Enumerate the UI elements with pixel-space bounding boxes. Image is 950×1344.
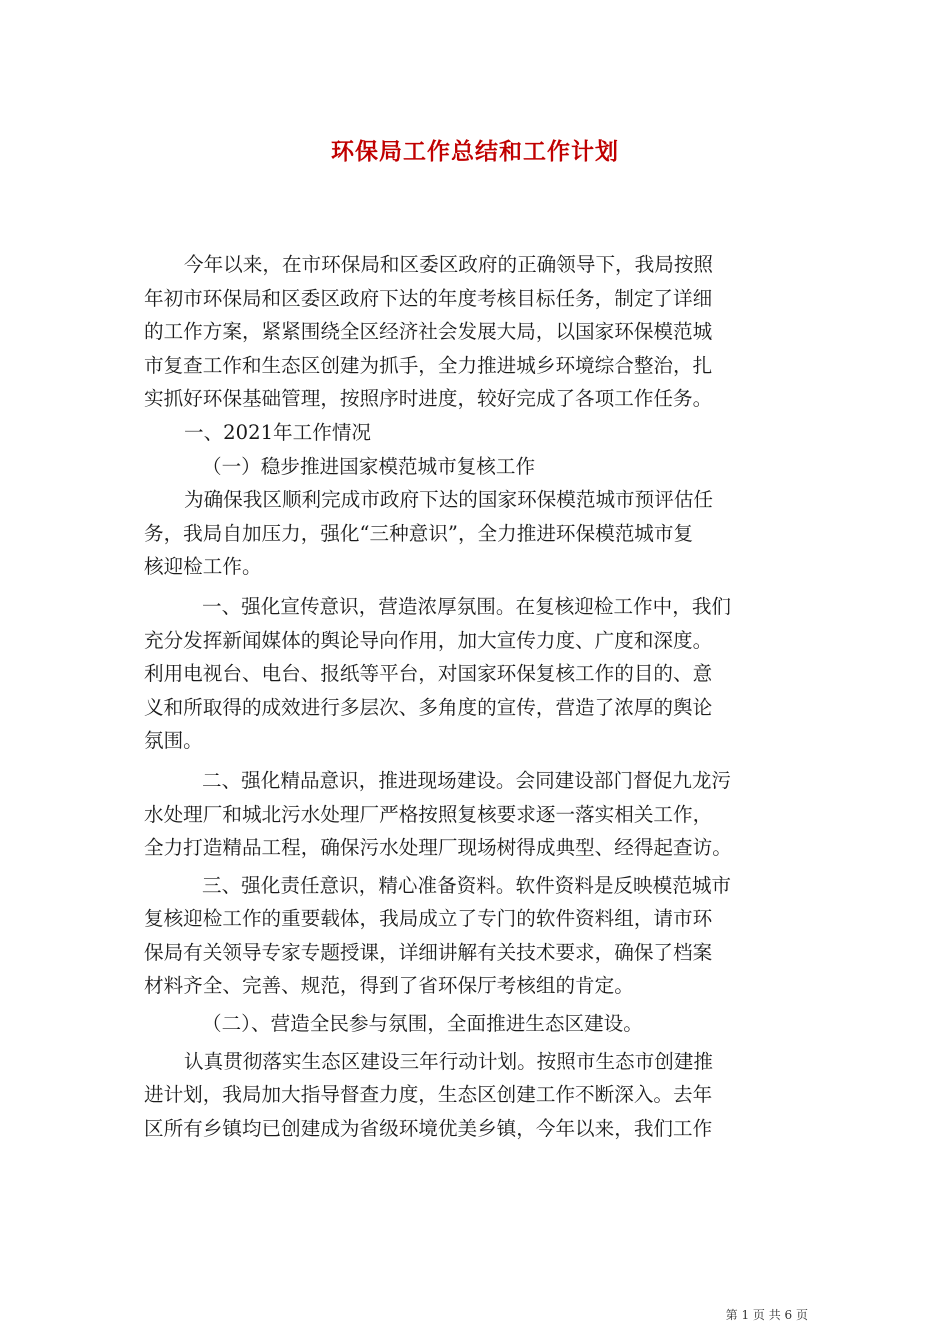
- document-body: [144, 248, 806, 1145]
- paragraph-line: 义和所取得的成效进行多层次、多角度的宣传，营造了浓厚的舆论: [144, 695, 713, 719]
- paragraph-line: 今年以来，在市环保局和区委区政府的正确领导下，我局按照: [184, 253, 714, 276]
- section-heading: 一、2021年工作情况: [184, 420, 372, 444]
- subsection-heading: （一）稳步推进国家模范城市复核工作: [202, 454, 536, 478]
- paragraph-line: 进计划，我局加大指导督查力度，生态区创建工作不断深入。去年: [144, 1083, 713, 1107]
- paragraph-line: 区所有乡镇均已创建成为省级环境优美乡镇，今年以来，我们工作: [144, 1116, 713, 1140]
- paragraph-line: 一、强化宣传意识，营造浓厚氛围。在复核迎检工作中，我们: [202, 594, 732, 618]
- page-number: 第 1 页 共 6 页: [725, 1308, 808, 1322]
- document-title: 环保局工作总结和工作计划: [331, 138, 619, 165]
- paragraph-line: 水处理厂和城北污水处理厂严格按照复核要求逐一落实相关工作，: [144, 802, 713, 826]
- paragraph-line: 材料齐全、完善、规范，得到了省环保厅考核组的肯定。: [144, 974, 634, 998]
- paragraph-line: 全力打造精品工程，确保污水处理厂现场树得成典型、经得起查访。: [144, 836, 732, 860]
- paragraph-line: 保局有关领导专家专题授课，详细讲解有关技术要求，确保了档案: [144, 940, 713, 964]
- paragraph-line: 氛围。: [144, 729, 203, 753]
- paragraph-line: 市复查工作和生态区创建为抓手，全力推进城乡环境综合整治，扎: [144, 353, 713, 377]
- paragraph-line: 三、强化责任意识，精心准备资料。软件资料是反映模范城市: [202, 873, 732, 897]
- paragraph-line: 务，我局自加压力，强化“三种意识”，全力推进环保模范城市复: [144, 521, 694, 545]
- paragraph-line: 的工作方案，紧紧围绕全区经济社会发展大局，以国家环保模范城: [144, 320, 713, 344]
- paragraph-line: 核迎检工作。: [144, 555, 262, 579]
- paragraph-line: 利用电视台、电台、报纸等平台，对国家环保复核工作的目的、意: [144, 662, 713, 686]
- paragraph-line: 为确保我区顺利完成市政府下达的国家环保模范城市预评估任: [184, 488, 714, 512]
- subsection-heading: （二）、营造全民参与氛围，全面推进生态区建设。: [202, 1012, 643, 1036]
- paragraph-line: 二、强化精品意识，推进现场建设。会同建设部门督促九龙污: [202, 768, 732, 792]
- paragraph-line: 复核迎检工作的重要载体，我局成立了专门的软件资料组，请市环: [144, 907, 713, 931]
- paragraph-line: 充分发挥新闻媒体的舆论导向作用，加大宣传力度、广度和深度。: [144, 628, 713, 652]
- paragraph-line: 认真贯彻落实生态区建设三年行动计划。按照市生态市创建推: [184, 1049, 714, 1073]
- paragraph-line: 实抓好环保基础管理，按照序时进度，较好完成了各项工作任务。: [144, 387, 713, 411]
- paragraph-line: 年初市环保局和区委区政府下达的年度考核目标任务，制定了详细: [144, 286, 713, 310]
